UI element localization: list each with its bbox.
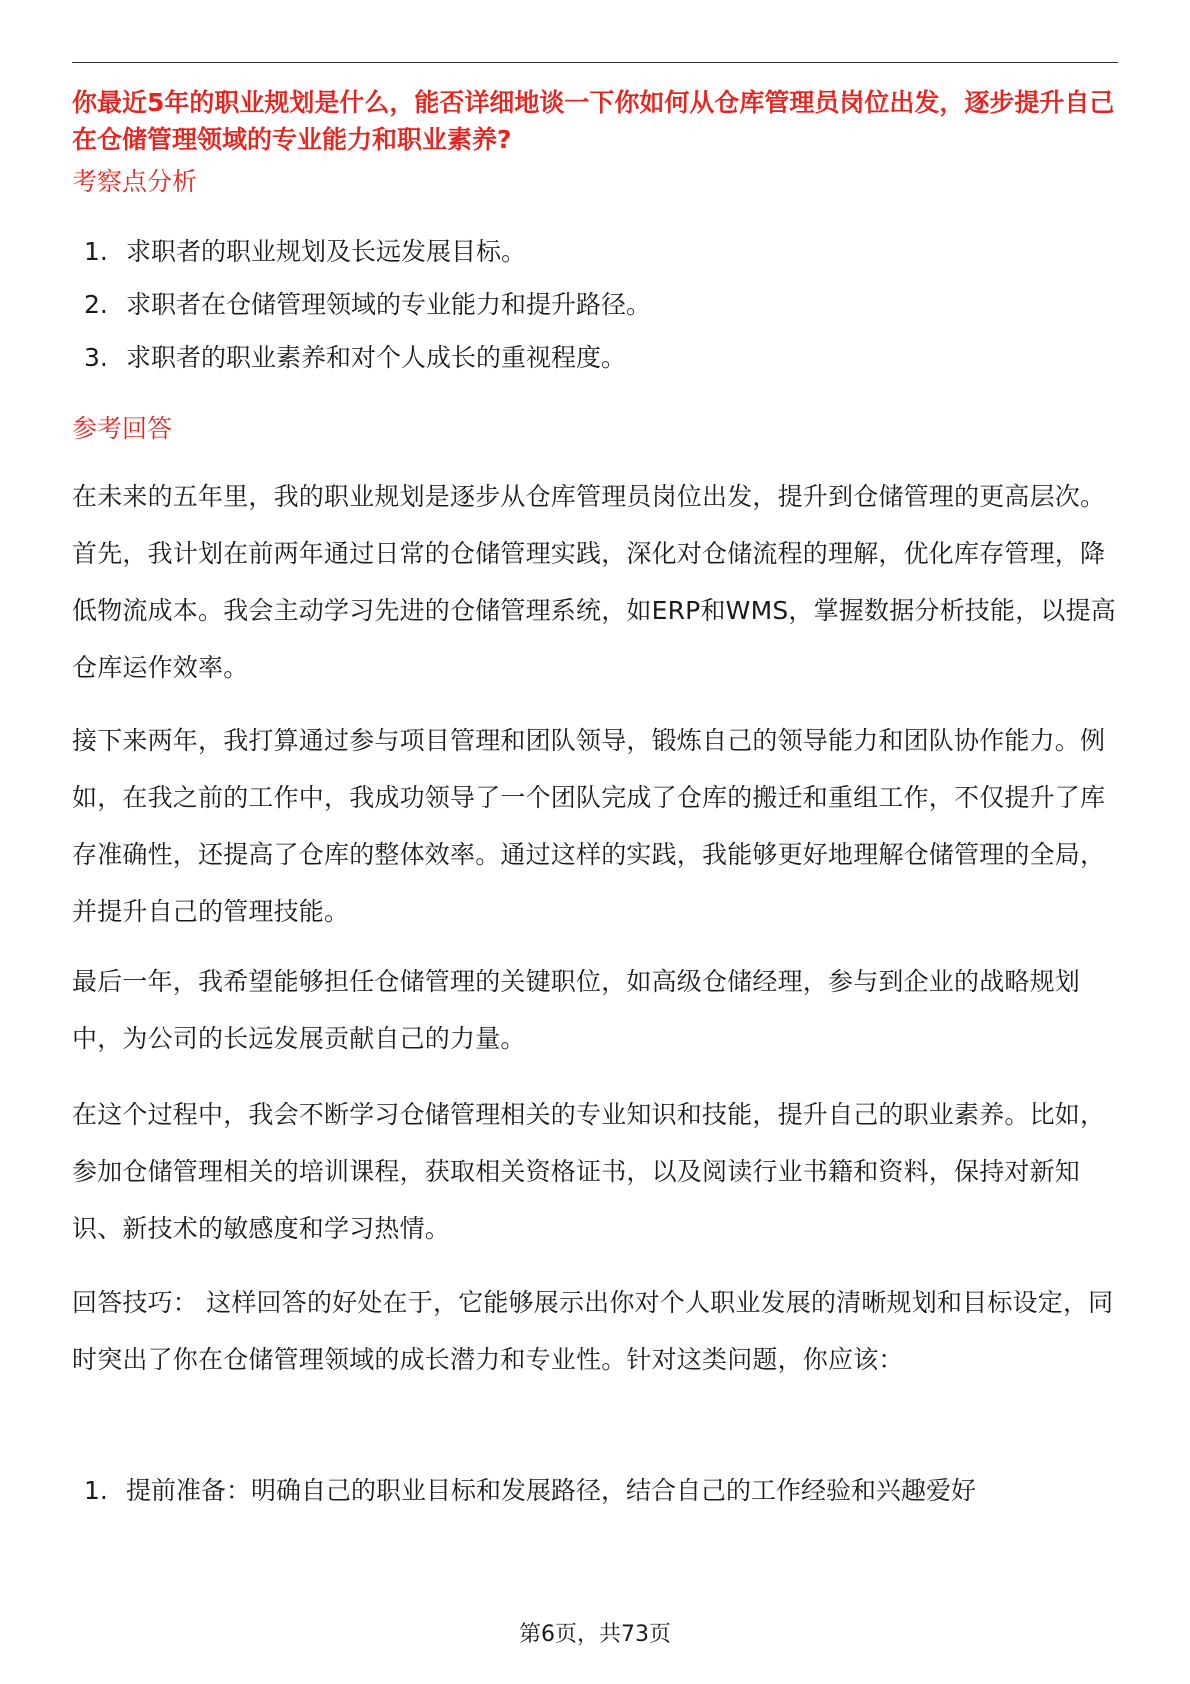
analysis-item [84, 341, 626, 375]
answer-paragraph: 接下来两年，我打算通过参与项目管理和团队领导，锻炼自己的领导能力和团队协作能力。例如，在我之前的工作中，我成功领导了一个团队完成了仓库的搬迁和重组工作，不仅提升了库存准确性，还提高了仓库的整体效率。通过这样的实践，我能够更好地理解仓储管理的全局，并提升自己的管理技能。 [72, 726, 1106, 926]
list-number: 2. [84, 290, 108, 319]
tip-item [84, 1474, 976, 1508]
question-title: 你最近5年的职业规划是什么，能否详细地谈一下你如何从仓库管理员岗位出发，逐步提升自己在仓储管理领域的专业能力和职业素养? [72, 88, 1115, 154]
analysis-item [84, 235, 526, 269]
answer-paragraph: 在这个过程中，我会不断学习仓储管理相关的专业知识和技能，提升自己的职业素养。比如，参加仓储管理相关的培训课程，获取相关资格证书，以及阅读行业书籍和资料，保持对新知识、新技术的敏感度和学习热情。 [72, 1100, 1106, 1243]
list-number: 1. [84, 1476, 108, 1505]
list-text: 求职者的职业素养和对个人成长的重视程度。 [126, 343, 627, 372]
top-rule [72, 62, 1118, 63]
list-text: 求职者在仓储管理领域的专业能力和提升路径。 [126, 290, 652, 319]
analysis-item [84, 288, 651, 322]
page-footer: 第6页，共73页 [519, 1622, 671, 1647]
answer-paragraph: 最后一年，我希望能够担任仓储管理的关键职位，如高级仓储经理，参与到企业的战略规划中，为公司的长远发展贡献自己的力量。 [72, 967, 1081, 1053]
answer-tips-intro: 回答技巧： 这样回答的好处在于，它能够展示出你对个人职业发展的清晰规划和目标设定，同时突出了你在仓储管理领域的成长潜力和专业性。针对这类问题，你应该： [72, 1288, 1114, 1374]
list-text: 提前准备：明确自己的职业目标和发展路径，结合自己的工作经验和兴趣爱好 [126, 1476, 977, 1505]
answer-heading: 参考回答 [72, 414, 173, 443]
analysis-heading: 考察点分析 [72, 167, 198, 196]
list-text: 求职者的职业规划及长远发展目标。 [126, 237, 527, 266]
answer-paragraph: 在未来的五年里，我的职业规划是逐步从仓库管理员岗位出发，提升到仓储管理的更高层次。首先，我计划在前两年通过日常的仓储管理实践，深化对仓储流程的理解，优化库存管理，降低物流成本。我会主动学习先进的仓储管理系统，如ERP和WMS，掌握数据分析技能，以提高仓库运作效率。 [72, 482, 1117, 682]
list-number: 1. [84, 237, 108, 266]
list-number: 3. [84, 343, 108, 372]
